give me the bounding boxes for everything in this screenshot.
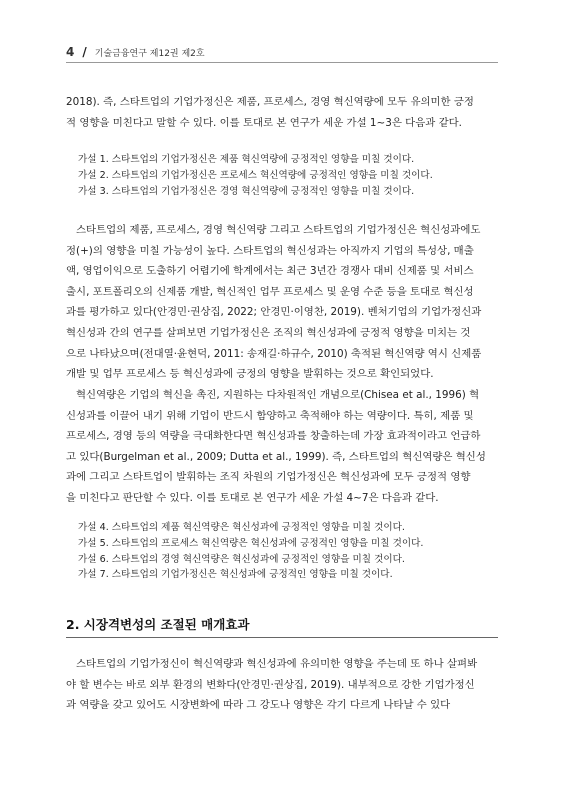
text-line: 스타트업의 제품, 프로세스, 경영 혁신역량 그리고 스타트업의 기업가정신은 혁신성과에도 bbox=[76, 224, 481, 236]
hypotheses-list-1 bbox=[78, 152, 433, 199]
text-line: 과를 평가하고 있다(안경민·권상집, 2022; 안경민·이영찬, 2019). 벤처기업의 기업가정신과 bbox=[66, 306, 482, 319]
text-line: 정(+)의 영향을 미칠 가능성이 높다. 스타트업의 혁신성과는 아직까지 기업의 특성상, 매출 bbox=[66, 244, 474, 257]
text-line: 출시, 포트폴리오의 신제품 개발, 혁신적인 업무 프로세스 및 운영 수준 등을 토대로 혁신성 bbox=[66, 285, 474, 298]
section-heading: 2. 시장격변성의 조절된 매개효과 bbox=[66, 617, 250, 632]
hypothesis-4: 가설 4. 스타트업의 제품 혁신역량은 혁신성과에 긍정적인 영향을 미칠 것이다. bbox=[78, 522, 405, 533]
paragraph-1 bbox=[66, 92, 498, 133]
hypothesis-3: 가설 3. 스타트업의 기업가정신은 경영 혁신역량에 긍정적인 영향을 미칠 것이다. bbox=[78, 185, 415, 197]
text-line: 개발 및 업무 프로세스 등 혁신성과에 긍정의 영향을 발휘하는 것으로 확인되었다. bbox=[66, 368, 434, 381]
text-line: 과에 그리고 스타트업이 발휘하는 조직 차원의 기업가정신은 혁신성과에 모두 긍정적 영향 bbox=[66, 471, 471, 484]
text-line: 혁신역량은 기업의 혁신을 촉진, 지원하는 다차원적인 개념으로(Chisea et al., 1996) 혁 bbox=[76, 389, 480, 401]
text-line: 스타트업의 기업가정신이 혁신역량과 혁신성과에 유의미한 영향을 주는데 또 하나 살펴봐 bbox=[76, 658, 478, 670]
paragraph-3 bbox=[66, 385, 498, 509]
text-line: 액, 영업이익으로 도출하기 어렵기에 학계에서는 최근 3년간 경쟁사 대비 신제품 및 서비스 bbox=[66, 265, 474, 278]
running-header bbox=[66, 44, 496, 60]
journal-title: 기술금융연구 제12권 제2호 bbox=[94, 48, 205, 59]
hypothesis-7: 가설 7. 스타트업의 기업가정신은 혁신성과에 긍정적인 영향을 미칠 것이다. bbox=[78, 569, 393, 581]
text-line: 으로 나타났으며(전대열·윤현덕, 2011: 송재길·하규수, 2010) 축적된 혁신역량 역시 신제품 bbox=[66, 347, 482, 360]
text-line: 야 할 변수는 바로 외부 환경의 변화다(안경민·권상집, 2019). 내부적으로 강한 기업가정신 bbox=[66, 678, 475, 691]
text-line: 과 역량을 갖고 있어도 시장변화에 따라 그 강도나 영향은 각기 다르게 나타날 수 있다 bbox=[66, 699, 451, 712]
text-line: 2018). 즉, 스타트업의 기업가정신은 제품, 프로세스, 경영 혁신역량에 모두 유의미한 긍정 bbox=[66, 96, 474, 108]
hypothesis-5: 가설 5. 스타트업의 프로세스 혁신역량은 혁신성과에 긍정적인 영향을 미칠 것이다. bbox=[78, 537, 424, 549]
page-number: 4 bbox=[66, 45, 75, 59]
paragraph-4 bbox=[66, 654, 498, 716]
text-line: 프로세스, 경영 등의 역량을 극대화한다면 혁신성과를 창출하는데 가장 효과적이라고 언급하 bbox=[66, 430, 481, 443]
hypotheses-list-2 bbox=[78, 520, 423, 583]
header-separator: / bbox=[82, 45, 87, 59]
paragraph-2 bbox=[66, 220, 498, 385]
text-line: 고 있다(Burgelman et al., 2009; Dutta et al., 1999). 즉, 스타트업의 혁신역량은 혁신성 bbox=[66, 450, 486, 463]
section-rule bbox=[66, 637, 498, 638]
hypothesis-6: 가설 6. 스타트업의 경영 혁신역량은 혁신성과에 긍정적인 영향을 미칠 것이다. bbox=[78, 553, 405, 565]
hypothesis-1: 가설 1. 스타트업의 기업가정신은 제품 혁신역량에 긍정적인 영향을 미칠 것이다. bbox=[78, 154, 415, 165]
text-line: 적 영향을 미친다고 말할 수 있다. 이를 토대로 본 연구가 세운 가설 1~3은 다음과 같다. bbox=[66, 116, 462, 129]
text-line: 을 미친다고 판단할 수 있다. 이를 토대로 본 연구가 세운 가설 4~7은 다음과 같다. bbox=[66, 491, 439, 504]
hypothesis-2: 가설 2. 스타트업의 기업가정신은 프로세스 혁신역량에 긍정적인 영향을 미칠 것이다. bbox=[78, 169, 433, 181]
text-line: 신성과를 이끌어 내기 위해 기업이 반드시 함양하고 축적해야 하는 역량이다. 특히, 제품 및 bbox=[66, 409, 474, 422]
text-line: 혁신성과 간의 연구를 살펴보면 기업가정신은 조직의 혁신성과에 긍정적 영향을 미치는 것 bbox=[66, 326, 471, 339]
header-rule bbox=[66, 62, 498, 63]
